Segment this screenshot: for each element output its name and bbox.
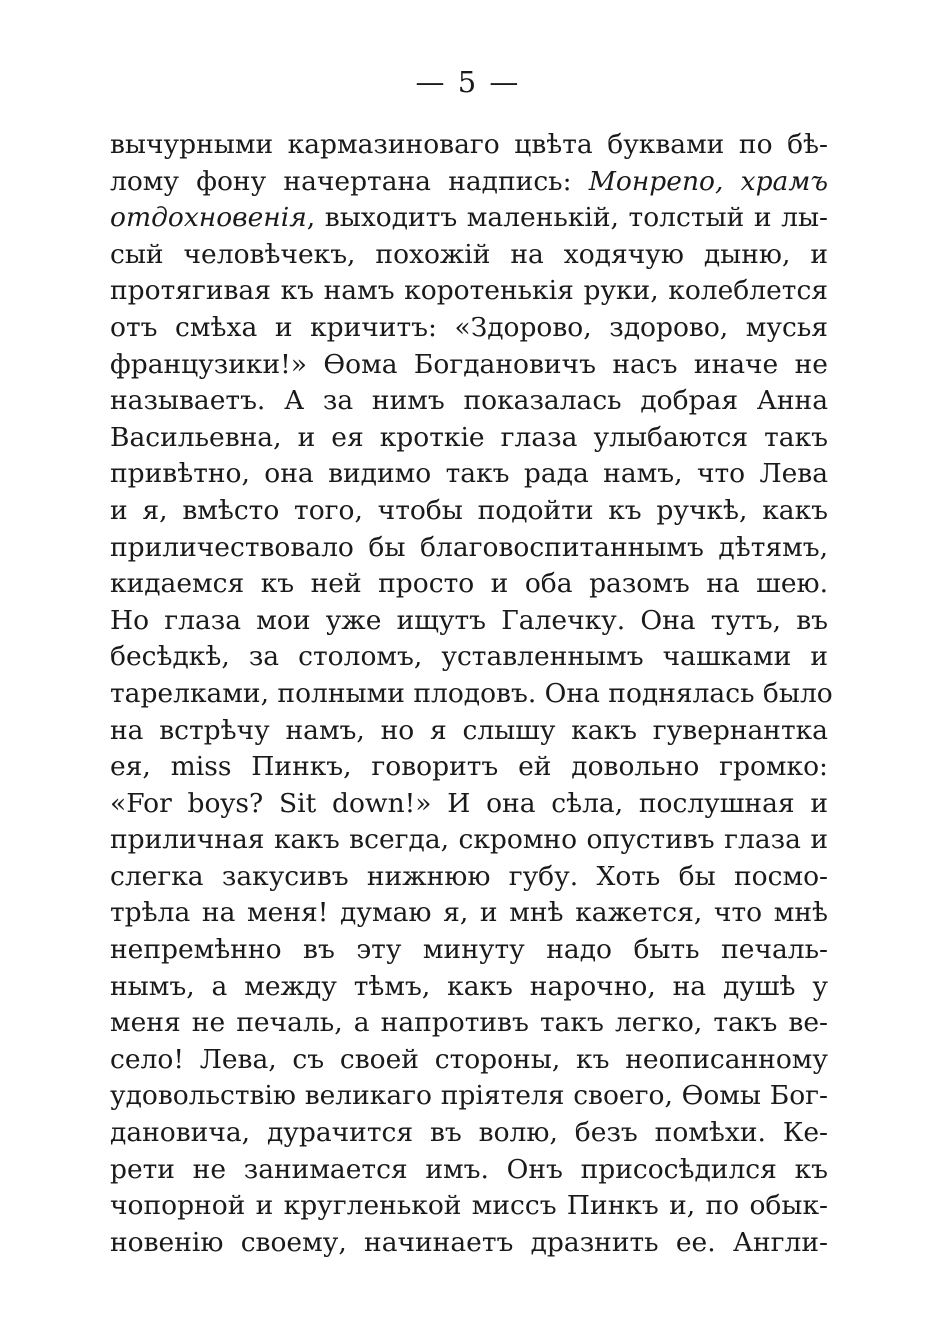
text-line: Васильевна, и ея кроткіе глаза улыбаются такъ (110, 421, 828, 453)
text-line: сый человѣчекъ, похожій на ходячую дыню, и (110, 238, 828, 270)
italic-title: Монрепо, храмъ (588, 165, 828, 197)
body-text (110, 127, 833, 1261)
text-line: французики!» Ѳома Богдановичъ насъ иначе не (110, 348, 828, 380)
text-line: меня не печаль, а напротивъ такъ легко, такъ ве- (110, 1007, 828, 1039)
text-line: трѣла на меня! думаю я, и мнѣ кажется, что мнѣ (110, 897, 828, 929)
text-line: кидаемся къ ней просто и оба разомъ на шею. (110, 568, 828, 600)
text-line: слегка закусивъ нижнюю губу. Хоть бы посмо- (110, 860, 828, 892)
text-line: отъ смѣха и кричитъ: «Здорово, здорово, мусья (110, 311, 828, 343)
text-line (110, 200, 828, 237)
text-line: тарелками, полными плодовъ. Она поднялась было (110, 677, 833, 709)
text-line: приличествовало бы благовоспитаннымъ дѣтямъ, (110, 531, 828, 563)
text-line: вычурными кармазиноваго цвѣта буквами по бѣ- (110, 129, 828, 160)
text-line: Но глаза мои уже ищутъ Галечку. Она тутъ, въ (110, 604, 828, 636)
text-line: нымъ, а между тѣмъ, какъ нарочно, на душѣ у (110, 970, 828, 1002)
text-line: рети не занимается имъ. Онъ присосѣдился къ (110, 1153, 828, 1185)
text-run: лому фону начертана надпись: (110, 165, 589, 197)
text-line: приличная какъ всегда, скромно опустивъ глаза и (110, 824, 828, 856)
text-line: называетъ. А за нимъ показалась добрая Анна (110, 385, 828, 417)
text-line: протягивая къ намъ коротенькія руки, колеблется (110, 275, 828, 307)
text-line: и я, вмѣсто того, чтобы подойти къ ручкѣ, какъ (110, 494, 828, 526)
text-line: бесѣдкѣ, за столомъ, уставленнымъ чашками и (110, 641, 828, 673)
text-line: ея, miss Пинкъ, говоритъ ей довольно громко: (110, 751, 828, 783)
text-line: новенію своему, начинаетъ дразнить ее. Англи- (110, 1226, 828, 1258)
page-number: — 5 — (415, 65, 521, 99)
text-line: чопорной и кругленькой миссъ Пинкъ и, по обык- (110, 1190, 828, 1222)
text-line: на встрѣчу намъ, но я слышу какъ гувернантка (110, 714, 828, 746)
text-line: непремѣнно въ эту минуту надо быть печаль- (110, 934, 828, 966)
text-line: удовольствію великаго пріятеля своего, Ѳомы Бог- (110, 1080, 828, 1112)
text-line: привѣтно, она видимо такъ рада намъ, что Лева (110, 458, 828, 490)
italic-title: отдохновенія (110, 202, 307, 234)
text-line: село! Лева, съ своей стороны, къ неописанному (110, 1043, 828, 1075)
text-run: , выходитъ маленькій, толстый и лы- (306, 202, 828, 234)
text-line: дановича, дурачится въ волю, безъ помѣхи. Ке- (110, 1117, 828, 1149)
text-line (110, 164, 828, 201)
text-line: «For boys? Sit down!» И она сѣла, послушная и (110, 787, 828, 819)
